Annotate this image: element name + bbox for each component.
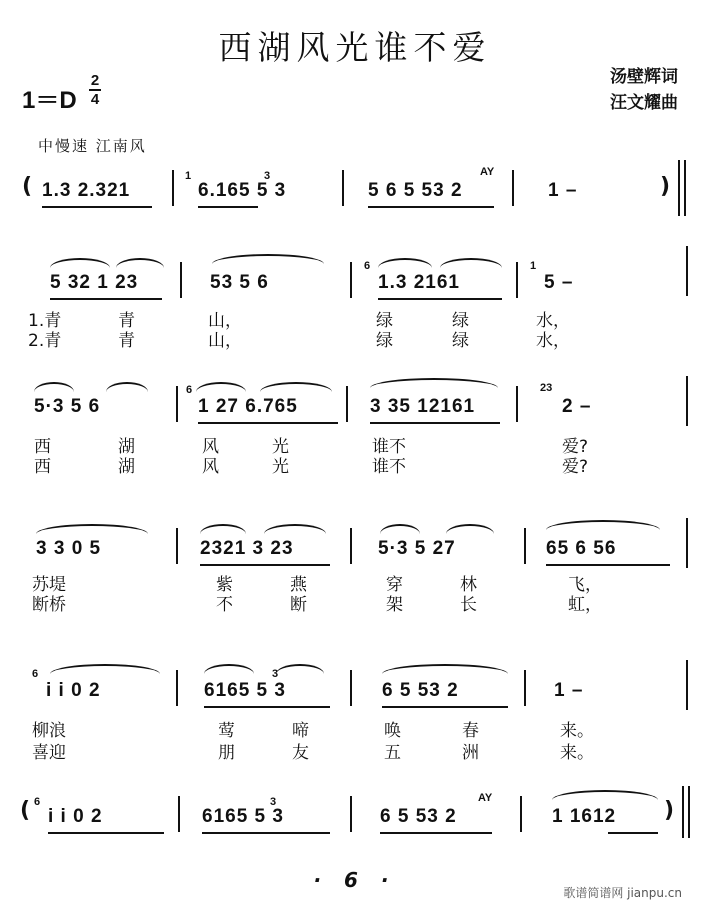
measure: 3 3 0 5 xyxy=(36,538,102,559)
beam xyxy=(48,832,164,834)
beam xyxy=(370,422,500,424)
lyric: 朋 xyxy=(218,743,235,763)
slur xyxy=(546,520,660,530)
lyric: 谁不 xyxy=(372,457,406,477)
slur xyxy=(116,258,164,268)
slur xyxy=(264,524,326,534)
slur xyxy=(200,524,246,534)
barline xyxy=(678,160,680,216)
slur xyxy=(34,382,74,392)
measure: 6 5 53 2 xyxy=(382,680,459,701)
lyric: 绿 xyxy=(376,331,393,351)
grace-note: 3 xyxy=(270,796,277,808)
barline xyxy=(350,528,352,564)
measure: 1 27 6.765 xyxy=(198,396,298,417)
tempo-marking: 中慢速 江南风 xyxy=(38,137,147,155)
lyric: 谁不 xyxy=(372,437,406,457)
lyric: 2.青 xyxy=(28,331,62,351)
barline xyxy=(686,376,688,426)
barline xyxy=(686,660,688,710)
grace-note: 1 xyxy=(185,170,192,182)
lyric: 青 xyxy=(118,331,135,351)
beam xyxy=(202,832,330,834)
barline xyxy=(516,262,518,298)
barline xyxy=(178,796,180,832)
key-signature: 1＝D xyxy=(22,87,77,114)
measure: 1.3 2.321 xyxy=(42,180,131,201)
measure: 5·3 5 6 xyxy=(34,396,101,417)
barline xyxy=(342,170,344,206)
time-bottom: 4 xyxy=(90,91,100,108)
accent-mark: AY xyxy=(478,792,493,804)
lyric: 绿 xyxy=(452,331,469,351)
close-paren: ) xyxy=(660,174,671,199)
lyric: 友 xyxy=(292,743,309,763)
measure: 5 6 5 53 2 xyxy=(368,180,463,201)
lyric: 断桥 xyxy=(32,595,66,615)
barline xyxy=(520,796,522,832)
slur xyxy=(260,382,332,392)
lyric: 西 xyxy=(34,457,51,477)
beam xyxy=(608,832,658,834)
slur xyxy=(446,524,494,534)
slur xyxy=(440,258,502,268)
barline xyxy=(350,670,352,706)
lyric: 绿 xyxy=(452,311,469,331)
barline xyxy=(686,246,688,296)
beam xyxy=(200,564,330,566)
lyric: 来。 xyxy=(560,743,594,763)
composer-credit: 汪文耀曲 xyxy=(610,93,678,113)
lyric: 湖 xyxy=(118,437,135,457)
barline xyxy=(682,786,684,838)
lyric: 风 xyxy=(202,437,219,457)
measure: 5 32 1 23 xyxy=(50,272,139,293)
barline xyxy=(516,386,518,422)
measure: 6.165 5 3 xyxy=(198,180,287,201)
barline xyxy=(180,262,182,298)
barline xyxy=(176,386,178,422)
measure: 5 – xyxy=(544,272,574,293)
measure: 65 6 56 xyxy=(546,538,617,559)
lyric: 燕 xyxy=(290,575,307,595)
time-top: 2 xyxy=(90,72,100,89)
measure: 6 5 53 2 xyxy=(380,806,457,827)
slur xyxy=(382,664,508,674)
lyric: 架 xyxy=(386,595,403,615)
lyric: 山， xyxy=(208,311,242,331)
lyric: 飞， xyxy=(568,575,602,595)
grace-note: 6 xyxy=(186,384,193,396)
slur xyxy=(204,664,254,674)
lyric: 爱? xyxy=(562,457,589,477)
slur xyxy=(106,382,148,392)
measure: 53 5 6 xyxy=(210,272,269,293)
measure: 1 – xyxy=(554,680,584,701)
accent-mark: AY xyxy=(480,166,495,178)
beam xyxy=(380,832,492,834)
lyric: 春 xyxy=(462,721,479,741)
lyric: 紫 xyxy=(216,575,233,595)
barline xyxy=(524,528,526,564)
barline xyxy=(512,170,514,206)
open-paren: ( xyxy=(20,798,31,823)
lyric: 不 xyxy=(216,595,233,615)
beam xyxy=(198,422,338,424)
barline xyxy=(350,262,352,298)
beam xyxy=(382,706,508,708)
song-title: 西湖风光谁不爱 xyxy=(218,28,492,67)
measure: 1 – xyxy=(548,180,578,201)
grace-note: 3 xyxy=(264,170,271,182)
barline xyxy=(346,386,348,422)
measure: 6165 5 3 xyxy=(202,806,284,827)
barline xyxy=(176,670,178,706)
barline xyxy=(176,528,178,564)
lyric: 唤 xyxy=(384,721,401,741)
lyric: 光 xyxy=(272,457,289,477)
lyric: 五 xyxy=(384,743,401,763)
slur xyxy=(552,790,658,800)
beam xyxy=(546,564,670,566)
lyric: 柳浪 xyxy=(32,721,66,741)
lyric: 来。 xyxy=(560,721,594,741)
lyric: 长 xyxy=(460,595,477,615)
watermark: 歌谱简谱网 jianpu.cn xyxy=(563,886,682,900)
measure: 5·3 5 27 xyxy=(378,538,456,559)
grace-note: 6 xyxy=(364,260,371,272)
slur xyxy=(370,378,498,388)
lyric: 水， xyxy=(536,331,570,351)
beam xyxy=(204,706,330,708)
lyric: 喜迎 xyxy=(32,743,66,763)
close-paren: ) xyxy=(664,798,675,823)
barline xyxy=(688,786,690,838)
measure: 2321 3 23 xyxy=(200,538,294,559)
slur xyxy=(276,664,324,674)
beam xyxy=(50,298,162,300)
lyric: 绿 xyxy=(376,311,393,331)
measure: 1.3 2161 xyxy=(378,272,460,293)
measure: 1 1612 xyxy=(552,806,617,827)
grace-note: 23 xyxy=(540,382,553,394)
lyric: 西 xyxy=(34,437,51,457)
slur xyxy=(36,524,148,534)
lyric: 断 xyxy=(290,595,307,615)
lyric: 1.青 xyxy=(28,311,62,331)
lyric: 爱? xyxy=(562,437,589,457)
page-number: · 6 · xyxy=(313,868,397,892)
lyric: 光 xyxy=(272,437,289,457)
beam xyxy=(198,206,258,208)
grace-note: 1 xyxy=(530,260,537,272)
slur xyxy=(378,258,432,268)
lyric: 青 xyxy=(118,311,135,331)
slur xyxy=(380,524,420,534)
beam xyxy=(378,298,502,300)
grace-note: 3 xyxy=(272,668,279,680)
lyric: 风 xyxy=(202,457,219,477)
lyric: 山， xyxy=(208,331,242,351)
lyric: 虹， xyxy=(568,595,602,615)
barline xyxy=(524,670,526,706)
lyric: 洲 xyxy=(462,743,479,763)
grace-note: 6 xyxy=(34,796,41,808)
barline xyxy=(684,160,686,216)
beam xyxy=(42,206,152,208)
lyric: 莺 xyxy=(218,721,235,741)
measure: 3 35 12161 xyxy=(370,396,476,417)
measure: 2 – xyxy=(562,396,592,417)
lyric: 苏堤 xyxy=(32,575,66,595)
lyric: 穿 xyxy=(386,575,403,595)
slur xyxy=(212,254,324,264)
lyric: 林 xyxy=(460,575,477,595)
measure: 6165 5 3 xyxy=(204,680,286,701)
lyric: 啼 xyxy=(292,721,309,741)
time-signature xyxy=(88,72,102,108)
barline xyxy=(172,170,174,206)
measure: i i 0 2 xyxy=(48,806,103,827)
lyricist-credit: 汤壁辉词 xyxy=(610,67,678,87)
beam xyxy=(368,206,494,208)
slur xyxy=(196,382,246,392)
open-paren: ( xyxy=(22,174,33,199)
slur xyxy=(50,664,160,674)
barline xyxy=(686,518,688,568)
lyric: 湖 xyxy=(118,457,135,477)
measure: i i 0 2 xyxy=(46,680,101,701)
lyric: 水， xyxy=(536,311,570,331)
barline xyxy=(350,796,352,832)
slur xyxy=(50,258,110,268)
grace-note: 6 xyxy=(32,668,39,680)
